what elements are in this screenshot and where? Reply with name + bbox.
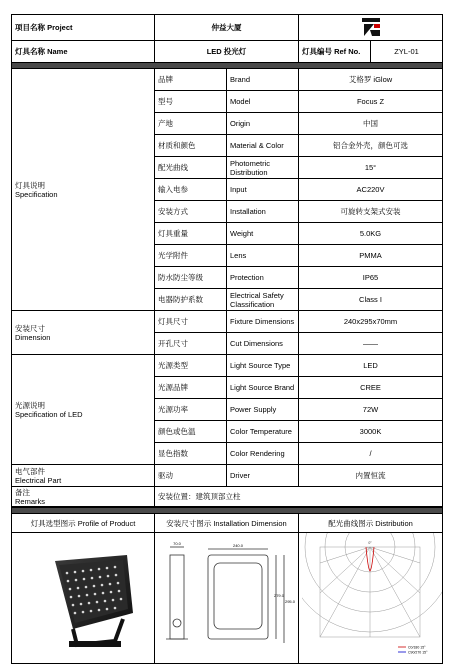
spec-value: 240x295x70mm [299, 311, 443, 333]
floodlight-product-image [15, 533, 155, 661]
spec-value: 艾格罗 iGlow [299, 69, 443, 91]
spec-value: 5.0KG [299, 223, 443, 245]
spec-value: 72W [299, 399, 443, 421]
ref-label: 灯具编号 Ref No. [299, 41, 371, 63]
spec-value: Class I [299, 289, 443, 311]
spec-en-label: Origin [227, 113, 299, 135]
distribution-figure [299, 533, 443, 664]
spec-cn-label: 灯具尺寸 [155, 311, 227, 333]
spec-value: 可旋转支架式安装 [299, 201, 443, 223]
spec-cn-label: 材质和颜色 [155, 135, 227, 157]
installation-dimension-drawing [158, 533, 299, 661]
group-label: 安装尺寸 Dimension [12, 311, 155, 355]
spec-cn-label: 灯具重量 [155, 223, 227, 245]
spec-row [12, 355, 443, 377]
group-label: 光源说明 Specification of LED [12, 355, 155, 465]
spec-row [12, 311, 443, 333]
dim-height: 279.0 [273, 593, 285, 598]
figures-table [11, 507, 443, 664]
spec-cn-label: 光源品牌 [155, 377, 227, 399]
polar-tick-label: 0° [368, 541, 372, 545]
spec-cn-label: 显色指数 [155, 443, 227, 465]
spec-row [12, 69, 443, 91]
spec-value: 15° [299, 157, 443, 179]
spec-cn-label: 型号 [155, 91, 227, 113]
spec-row [12, 465, 443, 487]
spec-value: 3000K [299, 421, 443, 443]
spec-value: —— [299, 333, 443, 355]
profile-caption: 灯具选型图示 Profile of Product [12, 514, 155, 533]
dim-depth: 70.0 [173, 541, 181, 546]
project-value: 仲益大厦 [155, 15, 299, 41]
spec-cn-label: 电器防护系数 [155, 289, 227, 311]
spec-cn-label: 开孔尺寸 [155, 333, 227, 355]
spec-en-label: Input [227, 179, 299, 201]
spec-cn-label: 防水防尘等级 [155, 267, 227, 289]
remarks-label: 备注 Remarks [12, 487, 155, 507]
spec-value: / [299, 443, 443, 465]
spec-value: AC220V [299, 179, 443, 201]
distribution-caption: 配光曲线图示 Distribution [299, 514, 443, 533]
spec-table [11, 14, 443, 507]
spec-en-label: Driver [227, 465, 299, 487]
installation-caption: 安装尺寸图示 Installation Dimension [155, 514, 299, 533]
spec-en-label: Fixture Dimensions [227, 311, 299, 333]
spec-en-label: Model [227, 91, 299, 113]
spec-value: 内置恒流 [299, 465, 443, 487]
project-label: 项目名称 Project [12, 15, 155, 41]
spec-en-label: Light Source Brand [227, 377, 299, 399]
spec-en-label: Installation [227, 201, 299, 223]
polar-legend-1: C0/180 15° [408, 645, 426, 650]
spec-en-label: Protection [227, 267, 299, 289]
group-label: 电气部件 Electrical Part [12, 465, 155, 487]
spec-en-label: Lens [227, 245, 299, 267]
spec-en-label: Color Temperature [227, 421, 299, 443]
spec-cn-label: 输入电参 [155, 179, 227, 201]
spec-cn-label: 配光曲线 [155, 157, 227, 179]
brand-logo-icon [299, 15, 443, 41]
spec-value: IP65 [299, 267, 443, 289]
spec-cn-label: 安装方式 [155, 201, 227, 223]
spec-cn-label: 光学附件 [155, 245, 227, 267]
spec-cn-label: 颜色或色温 [155, 421, 227, 443]
fixture-name-label: 灯具名称 Name [12, 41, 155, 63]
spec-value: PMMA [299, 245, 443, 267]
spec-sheet [11, 14, 442, 664]
spec-en-label: Photometric Distribution [227, 157, 299, 179]
logo-mark-icon [360, 16, 382, 38]
spec-cn-label: 品牌 [155, 69, 227, 91]
spec-en-label: Color Rendering [227, 443, 299, 465]
remarks-value: 安装位置：建筑顶部立柱 [155, 487, 443, 507]
group-label: 灯具说明 Specification [12, 69, 155, 311]
spec-en-label: Brand [227, 69, 299, 91]
spec-en-label: Electrical Safety Classification [227, 289, 299, 311]
spec-en-label: Light Source Type [227, 355, 299, 377]
ref-value: ZYL-01 [371, 41, 443, 63]
fixture-name-value: LED 投光灯 [155, 41, 299, 63]
dim-width: 240.0 [232, 543, 244, 548]
spec-en-label: Material & Color [227, 135, 299, 157]
profile-figure [12, 533, 155, 664]
spec-cn-label: 光源类型 [155, 355, 227, 377]
spec-cn-label: 产地 [155, 113, 227, 135]
installation-figure [155, 533, 299, 664]
polar-legend-2: C90/270 15° [408, 650, 428, 655]
spec-value: 中国 [299, 113, 443, 135]
spec-en-label: Weight [227, 223, 299, 245]
polar-distribution-chart [302, 533, 443, 661]
spec-value: 铝合金外壳，颜色可选 [299, 135, 443, 157]
spec-value: CREE [299, 377, 443, 399]
spec-cn-label: 光源功率 [155, 399, 227, 421]
dim-height2: 295.0 [284, 599, 296, 604]
spec-value: Focus Z [299, 91, 443, 113]
spec-cn-label: 驱动 [155, 465, 227, 487]
spec-value: LED [299, 355, 443, 377]
spec-en-label: Cut Dimensions [227, 333, 299, 355]
spec-en-label: Power Supply [227, 399, 299, 421]
